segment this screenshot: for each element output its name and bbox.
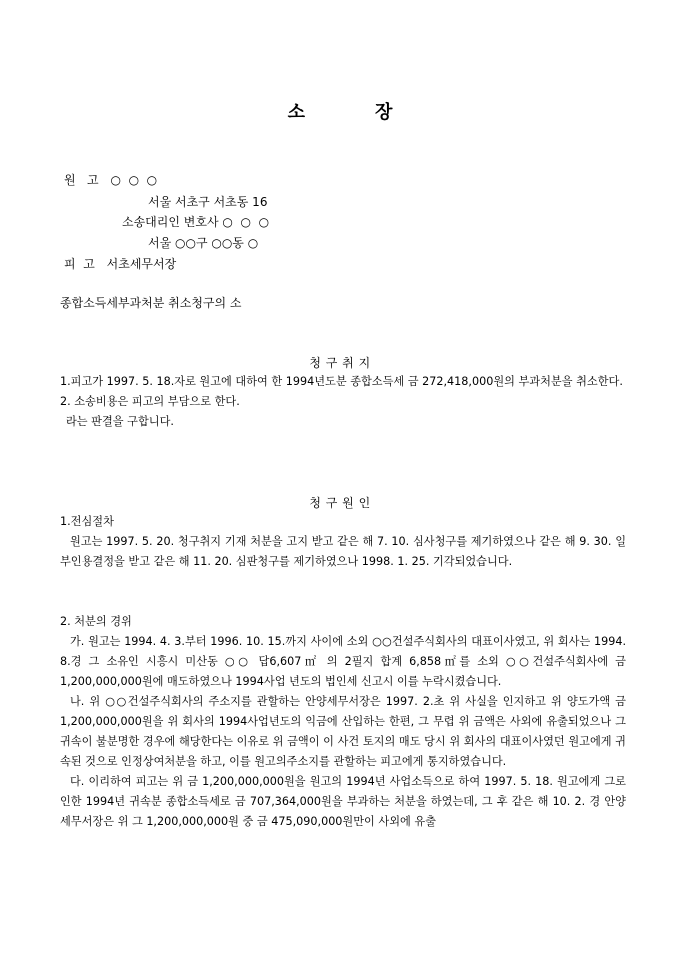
defendant-line xyxy=(64,257,176,271)
defendant-name: 서초세무서장 xyxy=(106,257,177,271)
claim-closing: 라는 판결을 구합니다. xyxy=(66,415,174,428)
case-subject: 종합소득세부과처분 취소청구의 소 xyxy=(60,296,242,310)
cause-section-2 xyxy=(60,612,626,832)
cause-section-1 xyxy=(60,512,626,572)
title-char-left: 소 xyxy=(287,102,305,123)
section2-title: 2. 처분의 경위 xyxy=(60,615,132,628)
plaintiff-address: 서울 서초구 서초동 16 xyxy=(148,195,268,209)
title-char-right: 장 xyxy=(375,102,393,123)
attorney-label: 소송대리인 변호사 xyxy=(122,215,219,229)
plaintiff-label: 원 고 xyxy=(64,173,99,187)
defendant-label: 피 고 xyxy=(64,257,95,271)
claim-heading: 청 구 취 지 xyxy=(309,356,371,370)
plaintiff-line xyxy=(64,173,157,187)
claim-body xyxy=(60,372,626,432)
cause-heading: 청 구 원 인 xyxy=(309,496,371,510)
attorney-name: ○ ○ ○ xyxy=(222,215,270,229)
section1-title: 1.전심절차 xyxy=(60,515,114,528)
paragraph-ga: 가. 원고는 1994. 4. 3.부터 1996. 10. 15.까지 사이에 소외 ○○건설주식회사의 대표이사였고, 위 회사는 1994. 8.경 그 소유인 시흥시 미산동 ○○ 답6,607㎡ 의 2필지 합계 6,858㎡를 소외 ○○건설주식회사에 금 1,200,000,000원에 매도하였으나 1994사업 년도의 법인세 신고시 이를 누락시켰습니다. xyxy=(60,635,626,688)
paragraph-da: 다. 이리하여 피고는 위 금 1,200,000,000원을 원고의 1994년 사업소득으로 하여 1997. 5. 18. 원고에게 그로 인한 1994년 귀속분 종합소득세로 금 707,364,000원을 부과하는 처분을 하였는데, 그 후 같은 해 10. 2. 경 안양세무서장은 위 그 1,200,000,000원 중 금 475,090,000원만이 사외에 유출 xyxy=(60,775,626,828)
attorney-address: 서울 ○○구 ○○동 ○ xyxy=(148,236,259,250)
section1-text: 원고는 1997. 5. 20. 청구취지 기재 처분을 고지 받고 같은 해 7. 10. 심사청구를 제기하였으나 같은 해 9. 30. 일부인용결정을 받고 같은 해 11. 20. 심판청구를 제기하였으나 1998. 1. 25. 기각되었습니다. xyxy=(60,535,626,568)
paragraph-na: 나. 위 ○○건설주식회사의 주소지를 관할하는 안양세무서장은 1997. 2.초 위 사실을 인지하고 위 양도가액 금 1,200,000,000원을 위 회사의 1994사업년도의 익금에 산입하는 한편, 그 무렵 위 금액은 사외에 유출되었으나 그 귀속이 불분명한 경우에 해당한다는 이유로 위 금액이 이 사건 토지의 매도 당시 위 회사의 대표이사였던 원고에게 귀속된 것으로 인정상여처분을 하고, 이를 원고의주소지를 관할하는 피고에게 통지하였습니다. xyxy=(60,695,626,768)
document-title xyxy=(0,98,680,124)
claim-item-1: 1.피고가 1997. 5. 18.자로 원고에 대하여 한 1994년도분 종합소득세 금 272,418,000원의 부과처분을 취소한다. xyxy=(60,375,623,388)
claim-item-2: 2. 소송비용은 피고의 부담으로 한다. xyxy=(60,395,240,408)
attorney-line xyxy=(122,215,269,229)
plaintiff-name: ○ ○ ○ xyxy=(110,173,158,187)
